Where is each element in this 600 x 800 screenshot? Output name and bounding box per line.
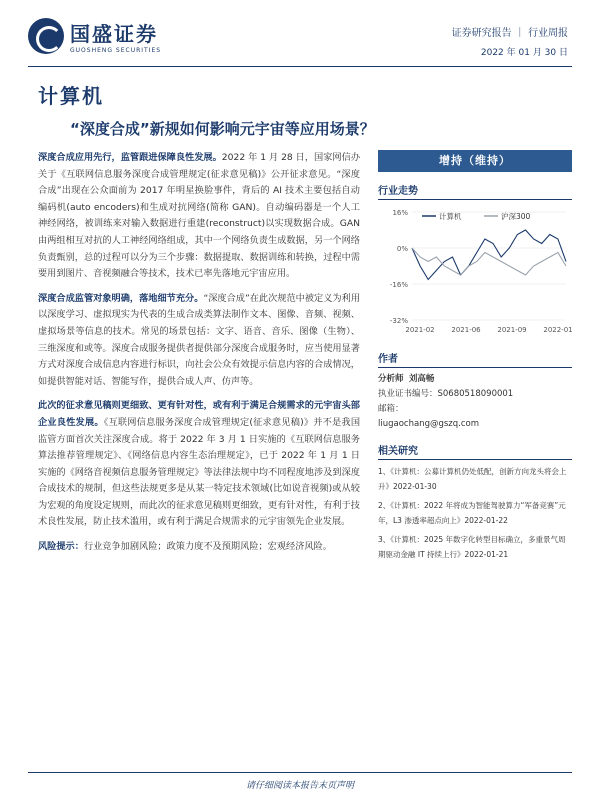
analyst-label: 分析师: [378, 374, 404, 384]
paragraph-text: 2022 年 1 月 28 日，国家网信办关于《互联网信息服务深度合成管理规定(征求意见稿)》公开征求意见。“深度合成”出现在公众面前为 2017 年明星换脸事件，背后的 AI 技术主要包括自动编码机(auto encoders)和生成对抗网络(简称 GAN)。自动编码器是一个人工神经网络，被训练来对输入数据进行重建(reconstruct)以实现数据合成。GAN 由两组相互对抗的人工神经网络组成，其中一个网络负责生成数据，另一个网络负责甄别，总的过程可以分为三个步骤：数据提取、数据训练和转换，过程中需要用到图片、音视频融合等技术，技术已率先落地元宇宙应用。: [38, 152, 361, 280]
footer-divider: [28, 772, 572, 773]
x-tick-label: 2021-09: [497, 326, 527, 334]
paragraph: [38, 150, 360, 283]
author-info: [378, 372, 572, 432]
industry-title: 计算机: [38, 84, 104, 108]
report-header: [0, 0, 600, 70]
paragraph-lead: 深度合成应用先行，监管跟进保障良性发展。: [38, 152, 222, 163]
related-list: [378, 464, 572, 562]
report-date: 2022 年 01 月 30 日: [480, 48, 568, 58]
summary-body: [38, 150, 360, 564]
logo-name-cn: 国盛证券: [70, 22, 158, 46]
paragraph-text: 行业竞争加剧风险；政策力度不及预期风险；宏观经济风险。: [83, 541, 332, 553]
y-tick-label: -16%: [389, 281, 408, 289]
paragraph-lead: 此次的征求意见稿则更细致、更有针对性，或有利于满足合规需求的元宇宙头部企业良性发展。: [38, 400, 360, 428]
related-item[interactable]: 1、《计算机：公募计算机仍处低配，创新方向龙头将会上升》2022-01-30: [378, 467, 567, 491]
x-tick-label: 2022-01: [543, 326, 572, 334]
company-logo: [28, 18, 161, 54]
x-tick-label: 2021-06: [451, 326, 481, 334]
paragraph-text: 《互联网信息服务深度合成管理规定(征求意见稿)》并不是我国监管方面首次关注深度合成。将于 2022 年 3 月 1 日实施的《互联网信息服务算法推荐管理规定》、《网络信息内容生态治理规定》，已于 2022 年 1 月 1 日实施的《网络音视频信息服务管理规定》等法律法规中均不同程度地涉及到深度合成技术的规制，但这些法规更多是从某一特定技术领域(比如说音视频)或从较为宏观的角度设定规则，而此次的征求意见稿则更细致，更有针对性，有利于技术良性发展，防止技术滥用，或有利于满足合规需求的元宇宙领先企业发展。: [38, 416, 361, 528]
email-address[interactable]: liugaochang@gszq.com: [378, 419, 480, 429]
email-label: 邮箱：: [378, 404, 404, 414]
y-tick-label: 0%: [396, 245, 408, 253]
related-title: 相关研究: [378, 442, 572, 460]
sidebar: [378, 150, 572, 566]
trend-chart-svg: [378, 200, 572, 340]
y-tick-label: -32%: [389, 317, 408, 325]
x-tick-label: 2021-02: [405, 326, 435, 334]
header-divider: [28, 66, 572, 67]
related-item[interactable]: 2、《计算机：2022 年将成为智能驾驶算力“军备竞赛”元年，L3 渗透率超点向上》2022-01-22: [378, 501, 566, 525]
related-item[interactable]: 3、《计算机：2025 年数字化转型目标确立，多重景气周期驱动金融 IT 持续上行》2022-01-21: [378, 535, 566, 559]
logo-name-en: GUOSHENG SECURITIES: [70, 47, 162, 54]
logo-icon: [28, 18, 64, 54]
trend-title: 行业走势: [378, 182, 572, 200]
paragraph-lead: 深度合成监管对象明确，落地细节充分。: [38, 292, 204, 304]
analyst-name: 刘高畅: [408, 374, 435, 384]
footer-disclaimer: 请仔细阅读本报告末页声明: [245, 781, 354, 791]
paragraph: [38, 291, 360, 391]
paragraph-lead: 风险提示：: [38, 541, 84, 553]
author-title: 作者: [378, 350, 572, 368]
license-number: 执业证书编号：S0680518090001: [378, 389, 514, 399]
report-title: “深度合成”新规如何影响元宇宙等应用场景？: [70, 120, 375, 138]
paragraph-text: “深度合成”在此次规范中被定义为利用以深度学习、虚拟现实为代表的生成合成类算法制作文本、图像、音频、视频、虚拟场景等信息的技术。常见的场景包括：文字、语音、音乐、图像（生物）、三维深度和或等。深度合成服务提供者提供部分深度合成服务时，应当使用显著方式对深度合成信息内容进行标识，向社会公众有效提示信息内容的合成情况，如提供智能对话、智能写作，提供合成人声、仿声等。: [38, 292, 361, 387]
report-type: 证券研究报告 ｜ 行业周报: [451, 28, 568, 39]
legend-label: 沪深300: [501, 212, 531, 221]
series-line: [412, 248, 566, 275]
legend-label: 计算机: [439, 212, 462, 221]
risk-warning: [38, 539, 360, 556]
rating-badge: 增持（维持）: [378, 150, 572, 172]
y-tick-label: 16%: [392, 209, 408, 217]
paragraph: [38, 398, 360, 531]
trend-chart: [378, 200, 572, 340]
